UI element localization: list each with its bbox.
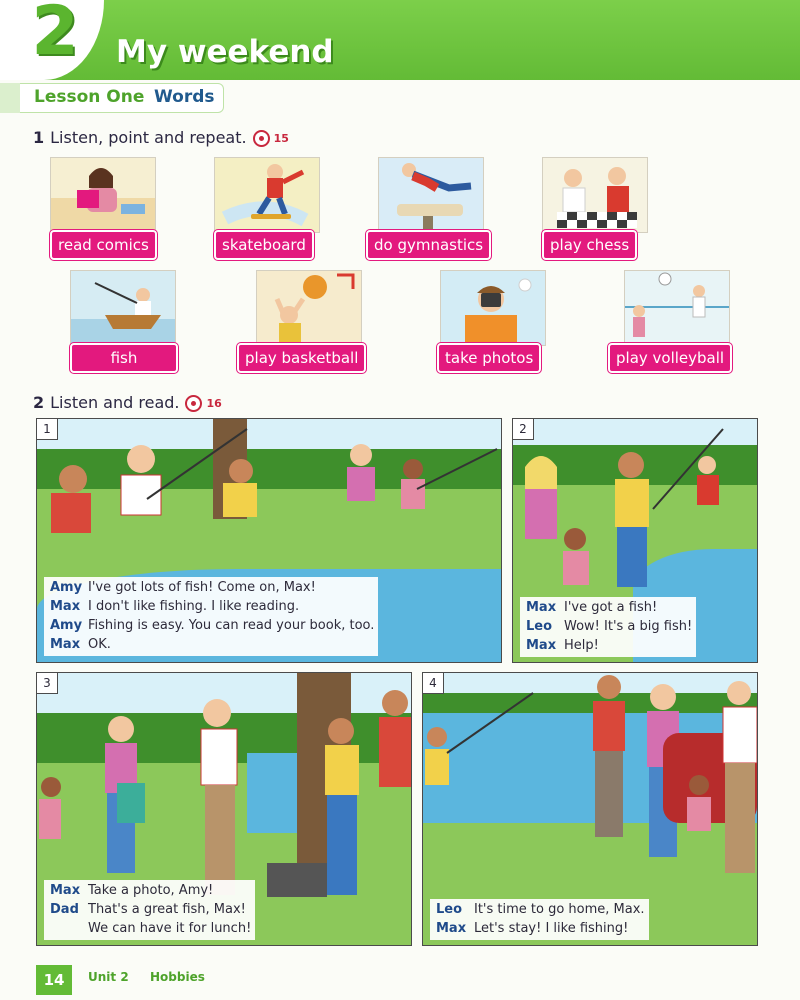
dialogue-line bbox=[436, 919, 645, 938]
word-label-fish: fish bbox=[70, 343, 178, 373]
picture-read-comics bbox=[50, 157, 156, 233]
volleyball-players-icon bbox=[625, 271, 729, 345]
page-title: My weekend bbox=[116, 34, 334, 70]
dialogue-line bbox=[50, 900, 251, 919]
speaker-name: Amy bbox=[50, 618, 83, 633]
basketball-player-icon bbox=[257, 271, 361, 345]
comic-panel-1 bbox=[36, 418, 502, 663]
speech-box-panel-2 bbox=[520, 597, 696, 657]
word-label-read-comics: read comics bbox=[50, 230, 157, 260]
speaker-name: Leo bbox=[526, 619, 553, 634]
audio-track-number: 16 bbox=[206, 396, 222, 410]
dialogue-line bbox=[436, 900, 645, 919]
boy-fishing-icon bbox=[71, 271, 175, 345]
panel-number: 4 bbox=[423, 673, 444, 694]
camera-boy-icon bbox=[441, 271, 545, 345]
dialogue-text: Fishing is easy. You can read your book, too. bbox=[88, 618, 375, 633]
girl-reading-icon bbox=[51, 158, 155, 232]
panel-number: 3 bbox=[37, 673, 58, 694]
chess-players-icon bbox=[543, 158, 647, 232]
dialogue-text: Let's stay! I like fishing! bbox=[474, 921, 629, 936]
dialogue-line bbox=[50, 881, 251, 900]
page-number: 14 bbox=[36, 965, 72, 995]
dialogue-text: I don't like fishing. I like reading. bbox=[88, 599, 300, 614]
audio-cd-icon[interactable] bbox=[253, 130, 270, 147]
lesson-strip bbox=[0, 83, 20, 113]
footer-topic: Hobbies bbox=[150, 970, 205, 984]
speech-box-panel-1 bbox=[44, 577, 378, 656]
picture-play-chess bbox=[542, 157, 648, 233]
comic-panel-3 bbox=[36, 672, 412, 946]
picture-skateboard bbox=[214, 157, 320, 233]
speaker-name: Leo bbox=[436, 902, 463, 917]
speaker-name: Max bbox=[50, 883, 81, 898]
lesson-subtitle: Words bbox=[154, 87, 215, 107]
dialogue-text: OK. bbox=[88, 637, 111, 652]
word-label-take-photos: take photos bbox=[437, 343, 541, 373]
speaker-name: Amy bbox=[50, 580, 83, 595]
picture-play-basketball bbox=[256, 270, 362, 346]
speech-box-panel-3 bbox=[44, 880, 255, 940]
picture-do-gymnastics bbox=[378, 157, 484, 233]
picture-fish bbox=[70, 270, 176, 346]
dialogue-line bbox=[526, 598, 692, 617]
dialogue-line bbox=[50, 578, 374, 597]
exercise-2-heading bbox=[33, 391, 222, 415]
dialogue-text: It's time to go home, Max. bbox=[474, 902, 645, 917]
exercise-1-number: 1 bbox=[33, 128, 45, 147]
speaker-name: Max bbox=[50, 599, 81, 614]
speaker-name: Dad bbox=[50, 902, 79, 917]
speaker-name: Max bbox=[526, 600, 557, 615]
speech-box-panel-4 bbox=[430, 899, 649, 940]
word-label-skateboard: skateboard bbox=[214, 230, 314, 260]
dialogue-line bbox=[50, 597, 374, 616]
audio-cd-icon[interactable] bbox=[185, 395, 202, 412]
word-label-play-basketball: play basketball bbox=[237, 343, 366, 373]
panel-number: 1 bbox=[37, 419, 58, 440]
word-label-play-volleyball: play volleyball bbox=[608, 343, 732, 373]
audio-track-number: 15 bbox=[273, 131, 289, 145]
unit-number: 2 bbox=[31, 0, 79, 71]
word-label-do-gymnastics: do gymnastics bbox=[366, 230, 491, 260]
picture-play-volleyball bbox=[624, 270, 730, 346]
exercise-2-instruction: Listen and read. bbox=[50, 393, 180, 412]
speaker-name: Max bbox=[436, 921, 467, 936]
comic-panel-2 bbox=[512, 418, 758, 663]
exercise-2-number: 2 bbox=[33, 393, 45, 412]
dialogue-text: Take a photo, Amy! bbox=[88, 883, 214, 898]
word-label-play-chess: play chess bbox=[542, 230, 637, 260]
dialogue-text: Help! bbox=[564, 638, 599, 653]
dialogue-text: That's a great fish, Max! bbox=[88, 902, 246, 917]
panel-number: 2 bbox=[513, 419, 534, 440]
dialogue-line bbox=[50, 919, 251, 938]
comic-panel-4 bbox=[422, 672, 758, 946]
dialogue-text: I've got a fish! bbox=[564, 600, 658, 615]
footer-unit: Unit 2 bbox=[88, 970, 129, 984]
skateboarder-icon bbox=[215, 158, 319, 232]
exercise-1-heading bbox=[33, 126, 289, 150]
exercise-1-instruction: Listen, point and repeat. bbox=[50, 128, 247, 147]
dialogue-line bbox=[50, 616, 374, 635]
picture-take-photos bbox=[440, 270, 546, 346]
dialogue-line bbox=[526, 636, 692, 655]
dialogue-text: I've got lots of fish! Come on, Max! bbox=[88, 580, 316, 595]
speaker-name: Max bbox=[526, 638, 557, 653]
gymnast-icon bbox=[379, 158, 483, 232]
dialogue-text: We can have it for lunch! bbox=[88, 921, 252, 936]
dialogue-line bbox=[526, 617, 692, 636]
dialogue-line bbox=[50, 635, 374, 654]
dialogue-text: Wow! It's a big fish! bbox=[564, 619, 693, 634]
lesson-label: Lesson One bbox=[34, 87, 145, 107]
speaker-name: Max bbox=[50, 637, 81, 652]
